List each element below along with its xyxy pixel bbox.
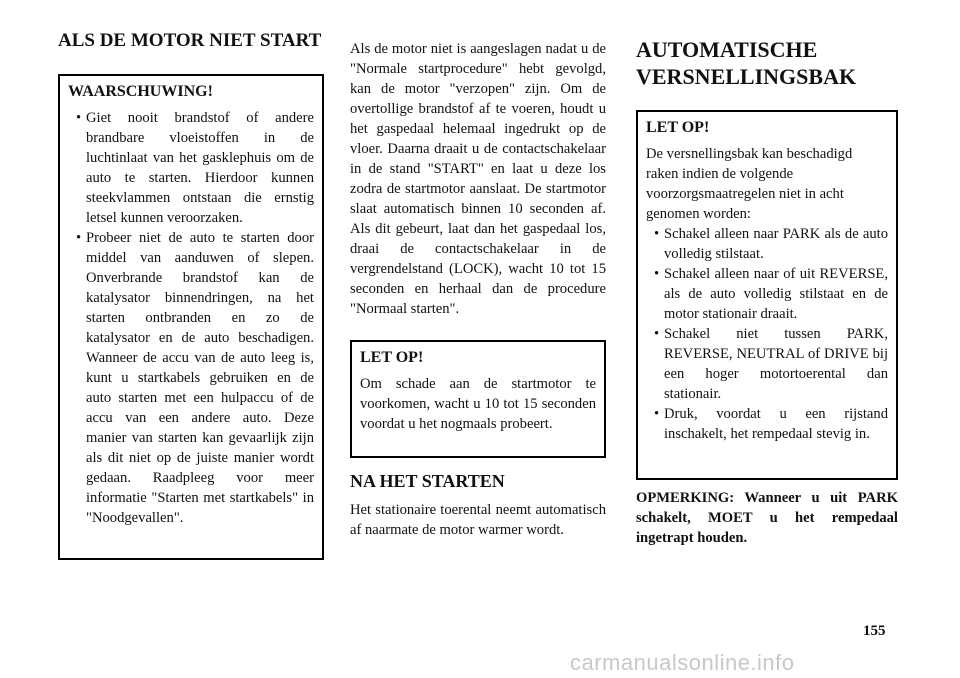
caution-item: • Schakel alleen naar of uit REVERSE, als de auto volledig stilstaat en de motor stationair draait. — [646, 264, 888, 324]
note-paragraph: OPMERKING: Wanneer u uit PARK schakelt, MOET u het rempedaal ingetrapt houden. — [636, 490, 898, 546]
column-right — [636, 36, 898, 548]
caution-item: • Druk, voordat u een rijstand inschakelt, het rempedaal stevig in. — [646, 404, 888, 444]
caution-text: Om schade aan de startmotor te voorkomen, wacht u 10 tot 15 seconden voordat u het nogmaals probeert. — [360, 376, 596, 432]
page-number: 155 — [863, 623, 886, 639]
caution-intro: De versnellingsbak kan beschadigd raken indien de volgende voorzorgsmaatregelen niet in acht genomen worden: — [646, 146, 853, 222]
caution-title: LET OP! — [646, 119, 710, 136]
warning-item: • Giet nooit brandstof of andere brandbare vloeistoffen in de luchtinlaat van het gasklephuis om de auto te starten. Hierdoor kunnen steekvlammen ontstaan die ernstig letsel kunnen veroorzaken. — [68, 108, 314, 228]
caution-box-starter — [350, 340, 606, 458]
caution-list — [646, 224, 888, 444]
section-heading-engine-not-start: ALS DE MOTOR NIET START — [58, 30, 322, 51]
section-heading-after-start: NA HET STARTEN — [350, 471, 505, 491]
warning-title: WAARSCHUWING! — [68, 83, 213, 100]
after-start-paragraph: Het stationaire toerental neemt automatisch af naarmate de motor warmer wordt. — [350, 502, 606, 538]
caution-box-transmission — [636, 110, 898, 480]
caution-item: • Schakel alleen naar PARK als de auto volledig stilstaat. — [646, 224, 888, 264]
warning-item: • Probeer niet de auto te starten door middel van aanduwen of slepen. Onverbrande brandstof kan de katalysator binnendringen, na het starten ontbranden en zo de katalysator en de auto beschadigen. Wanneer de accu van de auto leeg is, kunt u startkabels gebruiken en de auto starten met een hulpaccu of de accu van een andere auto. Deze manier van starten kan gevaarlijk zijn als dit niet op de juiste manier wordt gedaan. Raadpleeg voor meer informatie "Starten met startkabels" in "Noodgevallen". — [68, 228, 314, 528]
warning-box — [58, 74, 324, 560]
caution-title: LET OP! — [360, 349, 424, 366]
caution-item: • Schakel niet tussen PARK, REVERSE, NEUTRAL of DRIVE bij een hoger motortoerental dan stationair. — [646, 324, 888, 404]
flooded-engine-paragraph: Als de motor niet is aangeslagen nadat u de "Normale startprocedure" hebt gevolgd, kan de motor "verzopen" zijn. Om de overtollige brandstof af te voeren, houdt u het gaspedaal helemaal ingedrukt op de vloer. Daarna draait u de contactschakelaar in de stand "START" en laat u deze los zodra de startmotor aanslaat. De startmotor slaat automatisch binnen 10 seconden af. Als dit gebeurt, laat dan het gaspedaal los, draai de contactschakelaar in de vergrendelstand (LOCK), wacht 10 tot 15 seconden en herhaal dan de procedure "Normaal starten". — [350, 41, 606, 317]
watermark: carmanualsonline.info — [570, 650, 795, 675]
column-middle — [350, 39, 606, 540]
column-left — [58, 30, 324, 560]
warning-list — [68, 108, 314, 528]
section-heading-automatic-transmission: AUTOMATISCHE VERSNELLINGSBAK — [636, 37, 857, 89]
